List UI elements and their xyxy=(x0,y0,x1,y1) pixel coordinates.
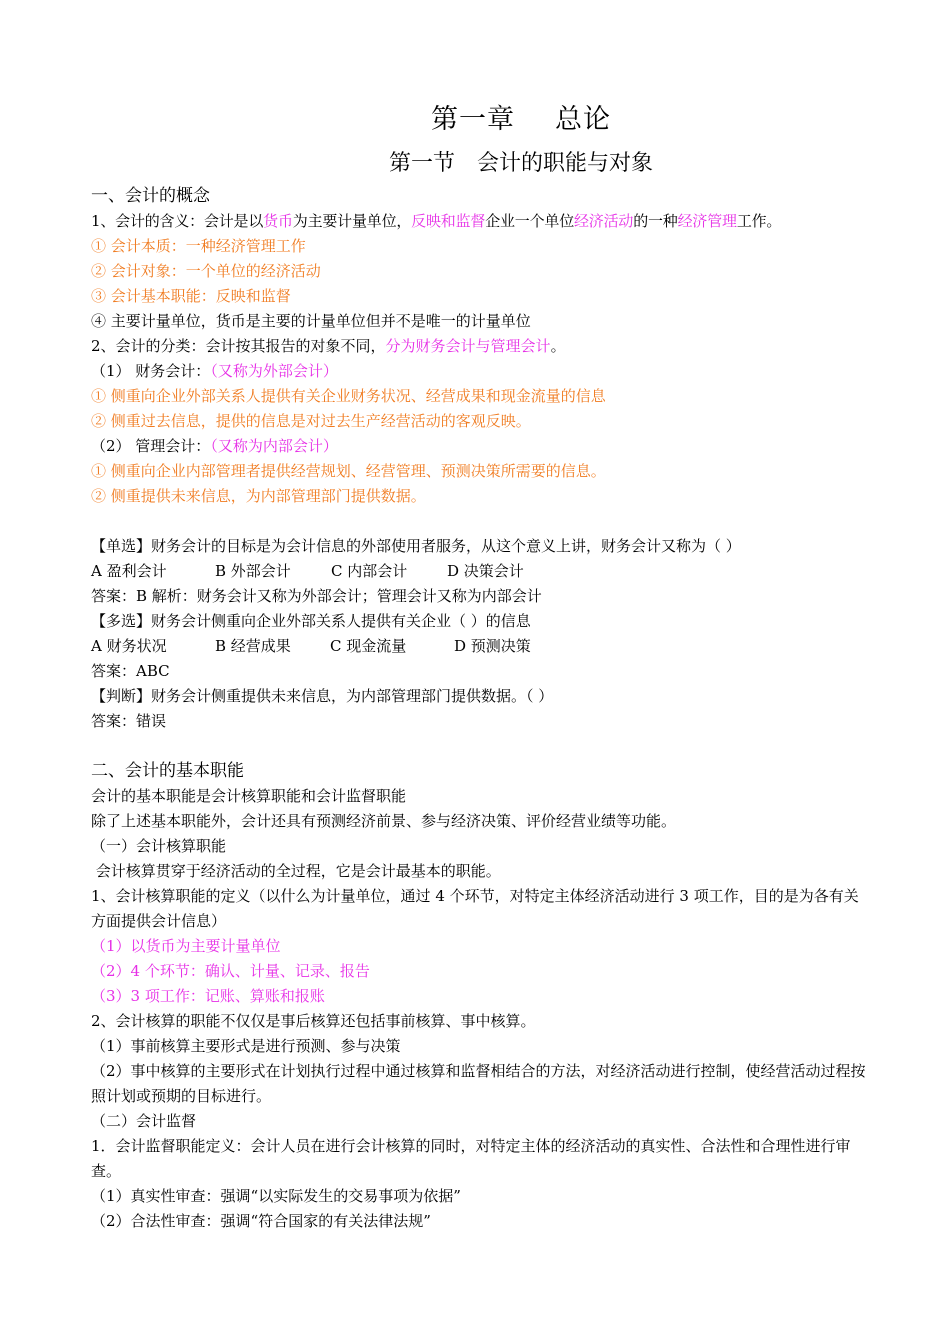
financial-accounting-line: （1） 财务会计：（又称为外部会计） xyxy=(91,362,338,380)
option: C 现金流量 xyxy=(330,637,407,655)
chapter-title xyxy=(171,100,871,140)
body-text: 2、会计核算的职能不仅仅是事后核算还包括事前核算、事中核算。 xyxy=(91,1012,536,1030)
body-text: （1）事前核算主要形式是进行预测、参与决策 xyxy=(91,1037,401,1055)
point-item: ① 侧重向企业内部管理者提供经营规划、经营管理、预测决策所需要的信息。 xyxy=(91,462,606,480)
question-single-choice: 【单选】财务会计的目标是为会计信息的外部使用者服务，从这个意义上讲，财务会计又称为（ ） xyxy=(91,537,741,555)
body-text: 除了上述基本职能外，会计还具有预测经济前景、参与经济决策、评价经营业绩等功能。 xyxy=(91,812,677,830)
part1-heading: 一、会计的概念 xyxy=(91,186,210,206)
body-text: （2）事中核算的主要形式在计划执行过程中通过核算和监督相结合的方法，对经济活动进行控制，使经营活动过程按照计划或预期的目标进行。 xyxy=(91,1062,866,1105)
point-item: ① 侧重向企业外部关系人提供有关企业财务状况、经营成果和现金流量的信息 xyxy=(91,387,606,405)
section-name: 会计的职能与对象 xyxy=(477,151,654,176)
question-options xyxy=(91,634,871,659)
section-title xyxy=(171,140,871,184)
point-item: ② 侧重提供未来信息，为内部管理部门提供数据。 xyxy=(91,487,426,505)
option: A 盈利会计 xyxy=(91,562,167,580)
answer-line: 答案：B 解析：财务会计又称为外部会计；管理会计又称为内部会计 xyxy=(91,587,542,605)
body-text: 1．会计监督职能定义：会计人员在进行会计核算的同时，对特定主体的经济活动的真实性、合法性和合理性进行审查。 xyxy=(91,1137,851,1180)
section-label: 第一节 xyxy=(388,151,455,176)
body-text: 会计的基本职能是会计核算职能和会计监督职能 xyxy=(91,787,407,805)
subsection-heading: （一）会计核算职能 xyxy=(91,837,227,855)
accounting-definition: 1、会计的含义：会计是以货币为主要计量单位，反映和监督企业一个单位经济活动的一种经济管理工作。 xyxy=(91,212,782,230)
answer-line: 答案：ABC xyxy=(91,662,170,680)
question-multiple-choice: 【多选】财务会计侧重向企业外部关系人提供有关企业（ ）的信息 xyxy=(91,612,531,630)
part2-heading: 二、会计的基本职能 xyxy=(91,761,244,781)
point-item: ① 会计本质：一种经济管理工作 xyxy=(91,237,306,255)
highlight-item: （2）4 个环节：确认、计量、记录、报告 xyxy=(91,962,370,980)
chapter-name: 总论 xyxy=(555,104,611,135)
chapter-label: 第一章 xyxy=(431,104,515,135)
classification-line: 2、会计的分类：会计按其报告的对象不同，分为财务会计与管理会计。 xyxy=(91,337,566,355)
question-true-false: 【判断】财务会计侧重提供未来信息，为内部管理部门提供数据。（ ） xyxy=(91,687,554,705)
option: C 内部会计 xyxy=(331,562,408,580)
option: D 决策会计 xyxy=(447,562,524,580)
body-text: 会计核算贯穿于经济活动的全过程，它是会计最基本的职能。 xyxy=(91,862,501,880)
highlight-item: （3）3 项工作：记账、算账和报账 xyxy=(91,987,325,1005)
option: D 预测决策 xyxy=(454,637,531,655)
option: A 财务状况 xyxy=(91,637,167,655)
option: B 外部会计 xyxy=(215,562,291,580)
management-accounting-line: （2） 管理会计：（又称为内部会计） xyxy=(91,437,338,455)
subsection-heading: （二）会计监督 xyxy=(91,1112,197,1130)
document-page xyxy=(91,100,871,1234)
option: B 经营成果 xyxy=(215,637,291,655)
question-options xyxy=(91,559,871,584)
point-item: ③ 会计基本职能：反映和监督 xyxy=(91,287,291,305)
body-text: （2）合法性审查：强调“符合国家的有关法律法规” xyxy=(91,1212,431,1230)
body-text: （1）真实性审查：强调“以实际发生的交易事项为依据” xyxy=(91,1187,461,1205)
body-text: 1、会计核算职能的定义（以什么为计量单位，通过 4 个环节，对特定主体经济活动进行 3 项工作，目的是为各有关方面提供会计信息） xyxy=(91,887,859,930)
point-item: ④ 主要计量单位，货币是主要的计量单位但并不是唯一的计量单位 xyxy=(91,312,531,330)
point-item: ② 侧重过去信息，提供的信息是对过去生产经营活动的客观反映。 xyxy=(91,412,531,430)
answer-line: 答案：错误 xyxy=(91,712,167,730)
highlight-item: （1）以货币为主要计量单位 xyxy=(91,937,281,955)
point-item: ② 会计对象：一个单位的经济活动 xyxy=(91,262,321,280)
